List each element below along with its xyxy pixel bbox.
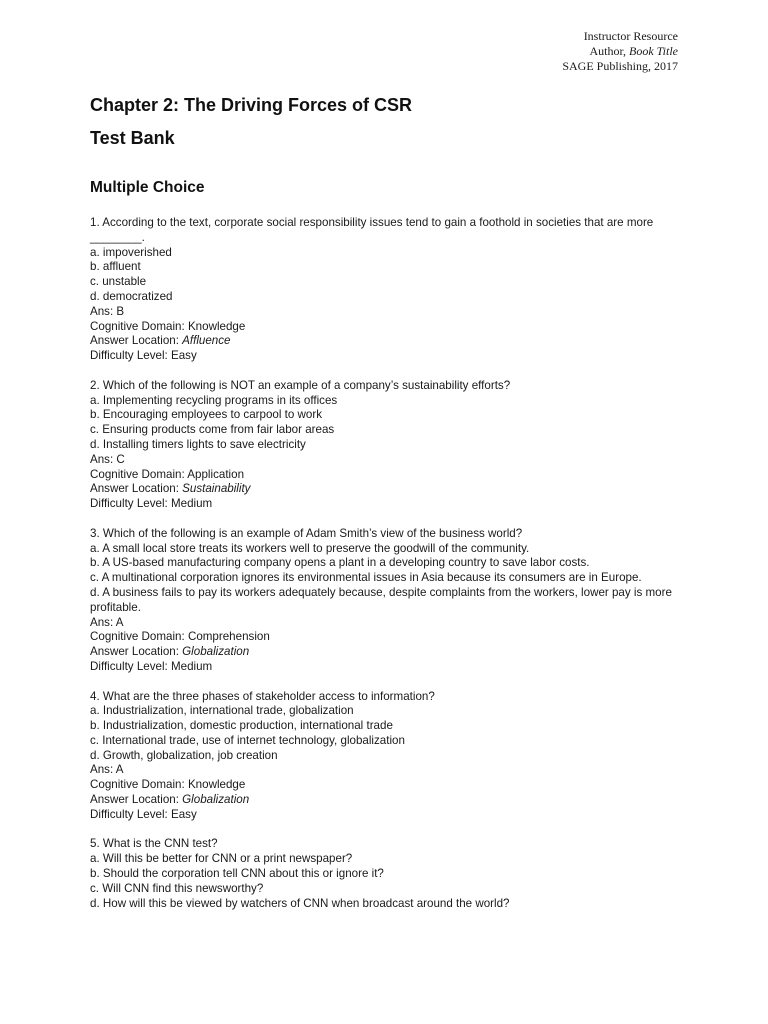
question bbox=[90, 837, 680, 911]
answer-location bbox=[90, 645, 680, 660]
cognitive-domain: Cognitive Domain: Knowledge bbox=[90, 778, 246, 792]
difficulty-level: Difficulty Level: Easy bbox=[90, 807, 197, 821]
question-stem: 2. Which of the following is NOT an example of a company’s sustainability efforts? bbox=[90, 378, 511, 392]
page-header bbox=[562, 29, 678, 74]
answer-location bbox=[90, 482, 680, 497]
option: b. Should the corporation tell CNN about this or ignore it? bbox=[90, 867, 384, 881]
question bbox=[90, 379, 680, 512]
test-bank-title: Test Bank bbox=[90, 128, 175, 148]
option: d. democratized bbox=[90, 289, 173, 303]
option: a. Industrialization, international trade, globalization bbox=[90, 704, 354, 718]
answer-location-value: Sustainability bbox=[182, 482, 251, 496]
answer-location bbox=[90, 793, 680, 808]
difficulty-level: Difficulty Level: Medium bbox=[90, 659, 213, 673]
option: a. Implementing recycling programs in its offices bbox=[90, 393, 338, 407]
header-book-title: Book Title bbox=[629, 44, 678, 58]
answer-location bbox=[90, 334, 680, 349]
cognitive-domain: Cognitive Domain: Application bbox=[90, 467, 245, 481]
question-stem: 4. What are the three phases of stakeholder access to information? bbox=[90, 689, 435, 703]
answer-location-value: Globalization bbox=[182, 793, 250, 807]
option: d. Growth, globalization, job creation bbox=[90, 748, 278, 762]
difficulty-level: Difficulty Level: Easy bbox=[90, 349, 197, 363]
answer: Ans: C bbox=[90, 452, 125, 466]
option: c. A multinational corporation ignores its environmental issues in Asia because its consumers are in Europe. bbox=[90, 571, 642, 585]
question-stem: 1. According to the text, corporate social responsibility issues tend to gain a foothold in societies that are more ________. bbox=[90, 216, 654, 244]
answer: Ans: A bbox=[90, 763, 124, 777]
option: c. International trade, use of internet technology, globalization bbox=[90, 733, 405, 747]
question-list bbox=[90, 216, 680, 926]
cognitive-domain: Cognitive Domain: Comprehension bbox=[90, 630, 270, 644]
question bbox=[90, 216, 680, 364]
header-author-prefix: Author, bbox=[589, 44, 629, 58]
chapter-title: Chapter 2: The Driving Forces of CSR bbox=[90, 95, 413, 115]
option: c. Ensuring products come from fair labor areas bbox=[90, 423, 335, 437]
answer: Ans: B bbox=[90, 304, 125, 318]
answer-location-label: Answer Location: bbox=[90, 645, 183, 659]
question-stem: 3. Which of the following is an example of Adam Smith’s view of the business world? bbox=[90, 526, 523, 540]
answer-location-value: Globalization bbox=[182, 645, 250, 659]
header-publisher: SAGE Publishing, 2017 bbox=[562, 59, 678, 73]
option: b. Encouraging employees to carpool to work bbox=[90, 408, 323, 422]
question bbox=[90, 690, 680, 823]
option: b. affluent bbox=[90, 260, 141, 274]
header-resource: Instructor Resource bbox=[583, 29, 678, 43]
option: d. How will this be viewed by watchers of CNN when broadcast around the world? bbox=[90, 896, 510, 910]
option: a. impoverished bbox=[90, 245, 172, 259]
title-block bbox=[90, 94, 412, 149]
question-stem: 5. What is the CNN test? bbox=[90, 837, 218, 851]
cognitive-domain: Cognitive Domain: Knowledge bbox=[90, 319, 246, 333]
option: d. Installing timers lights to save electricity bbox=[90, 437, 306, 451]
option: b. Industrialization, domestic production, international trade bbox=[90, 719, 393, 733]
option: b. A US-based manufacturing company opens a plant in a developing country to save labor costs. bbox=[90, 556, 590, 570]
option: c. Will CNN find this newsworthy? bbox=[90, 881, 264, 895]
answer-location-value: Affluence bbox=[182, 334, 231, 348]
question bbox=[90, 527, 680, 675]
option: a. A small local store treats its workers well to preserve the goodwill of the community. bbox=[90, 541, 530, 555]
answer-location-label: Answer Location: bbox=[90, 334, 183, 348]
option: a. Will this be better for CNN or a print newspaper? bbox=[90, 852, 353, 866]
answer-location-label: Answer Location: bbox=[90, 793, 183, 807]
option: d. A business fails to pay its workers adequately because, despite complaints from the workers, lower pay is more profitable. bbox=[90, 585, 672, 614]
difficulty-level: Difficulty Level: Medium bbox=[90, 497, 213, 511]
option: c. unstable bbox=[90, 275, 147, 289]
answer: Ans: A bbox=[90, 615, 124, 629]
section-heading: Multiple Choice bbox=[90, 179, 205, 196]
answer-location-label: Answer Location: bbox=[90, 482, 183, 496]
header-author bbox=[562, 44, 678, 59]
